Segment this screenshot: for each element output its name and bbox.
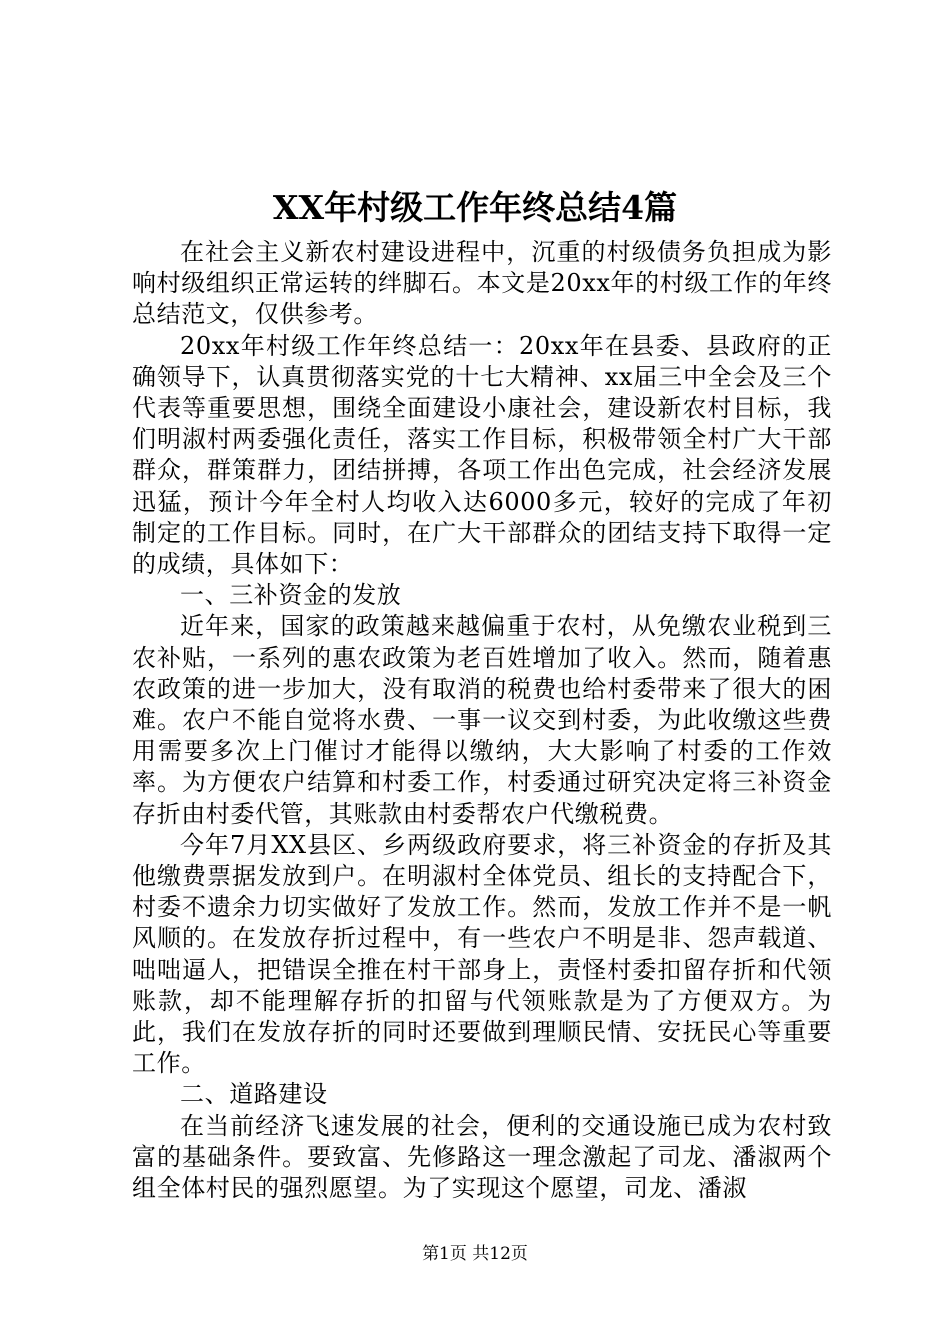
summary-one-paragraph: 20xx年村级工作年终总结一：20xx年在县委、县政府的正确领导下，认真贯彻落实党的十七大精神、xx届三中全会及三个代表等重要思想，围绕全面建设小康社会，建设新农村目标，我们明淑村两委强化责任，落实工作目标，积极带领全村广大干部群众，群策群力，团结拼搏，各项工作出色完成，社会经济发展迅猛，预计今年全村人均收入达6000多元，较好的完成了年初制定的工作目标。同时，在广大干部群众的团结支持下取得一定的成绩，具体如下： xyxy=(132,331,832,579)
section-heading-roads: 二、道路建设 xyxy=(180,1080,328,1109)
section-heading-subsidy: 一、三补资金的发放 xyxy=(180,581,402,610)
document-title: XX年村级工作年终总结4篇 xyxy=(272,188,678,227)
subsidy-paragraph-2: 今年7月XX县区、乡两级政府要求，将三补资金的存折及其他缴费票据发放到户。在明淑村全体党员、组长的支持配合下，村委不遗余力切实做好了发放工作。然而，发放工作并不是一帆风顺的。在发放存折过程中，有一些农户不明是非、怨声载道、咄咄逼人，把错误全推在村干部身上，责怪村委扣留存折和代领账款，却不能理解存折的扣留与代领账款是为了方便双方。为此，我们在发放存折的同时还要做到理顺民情、安抚民心等重要工作。 xyxy=(132,830,832,1078)
roads-paragraph: 在当前经济飞速发展的社会，便利的交通设施已成为农村致富的基础条件。要致富、先修路这一理念激起了司龙、潘淑两个组全体村民的强烈愿望。为了实现这个愿望，司龙、潘淑 xyxy=(132,1111,832,1203)
intro-paragraph: 在社会主义新农村建设进程中，沉重的村级债务负担成为影响村级组织正常运转的绊脚石。本文是20xx年的村级工作的年终总结范文，仅供参考。 xyxy=(132,238,832,329)
page-footer: 第1页 共12页 xyxy=(422,1244,528,1264)
document-body xyxy=(132,237,832,1204)
subsidy-paragraph-1: 近年来，国家的政策越来越偏重于农村，从免缴农业税到三农补贴，一系列的惠农政策为老百姓增加了收入。然而，随着惠农政策的进一步加大，没有取消的税费也给村委带来了很大的困难。农户不能自觉将水费、一事一议交到村委，为此收缴这些费用需要多次上门催讨才能得以缴纳，大大影响了村委的工作效率。为方便农户结算和村委工作，村委通过研究决定将三补资金存折由村委代管，其账款由村委帮农户代缴税费。 xyxy=(132,612,832,828)
